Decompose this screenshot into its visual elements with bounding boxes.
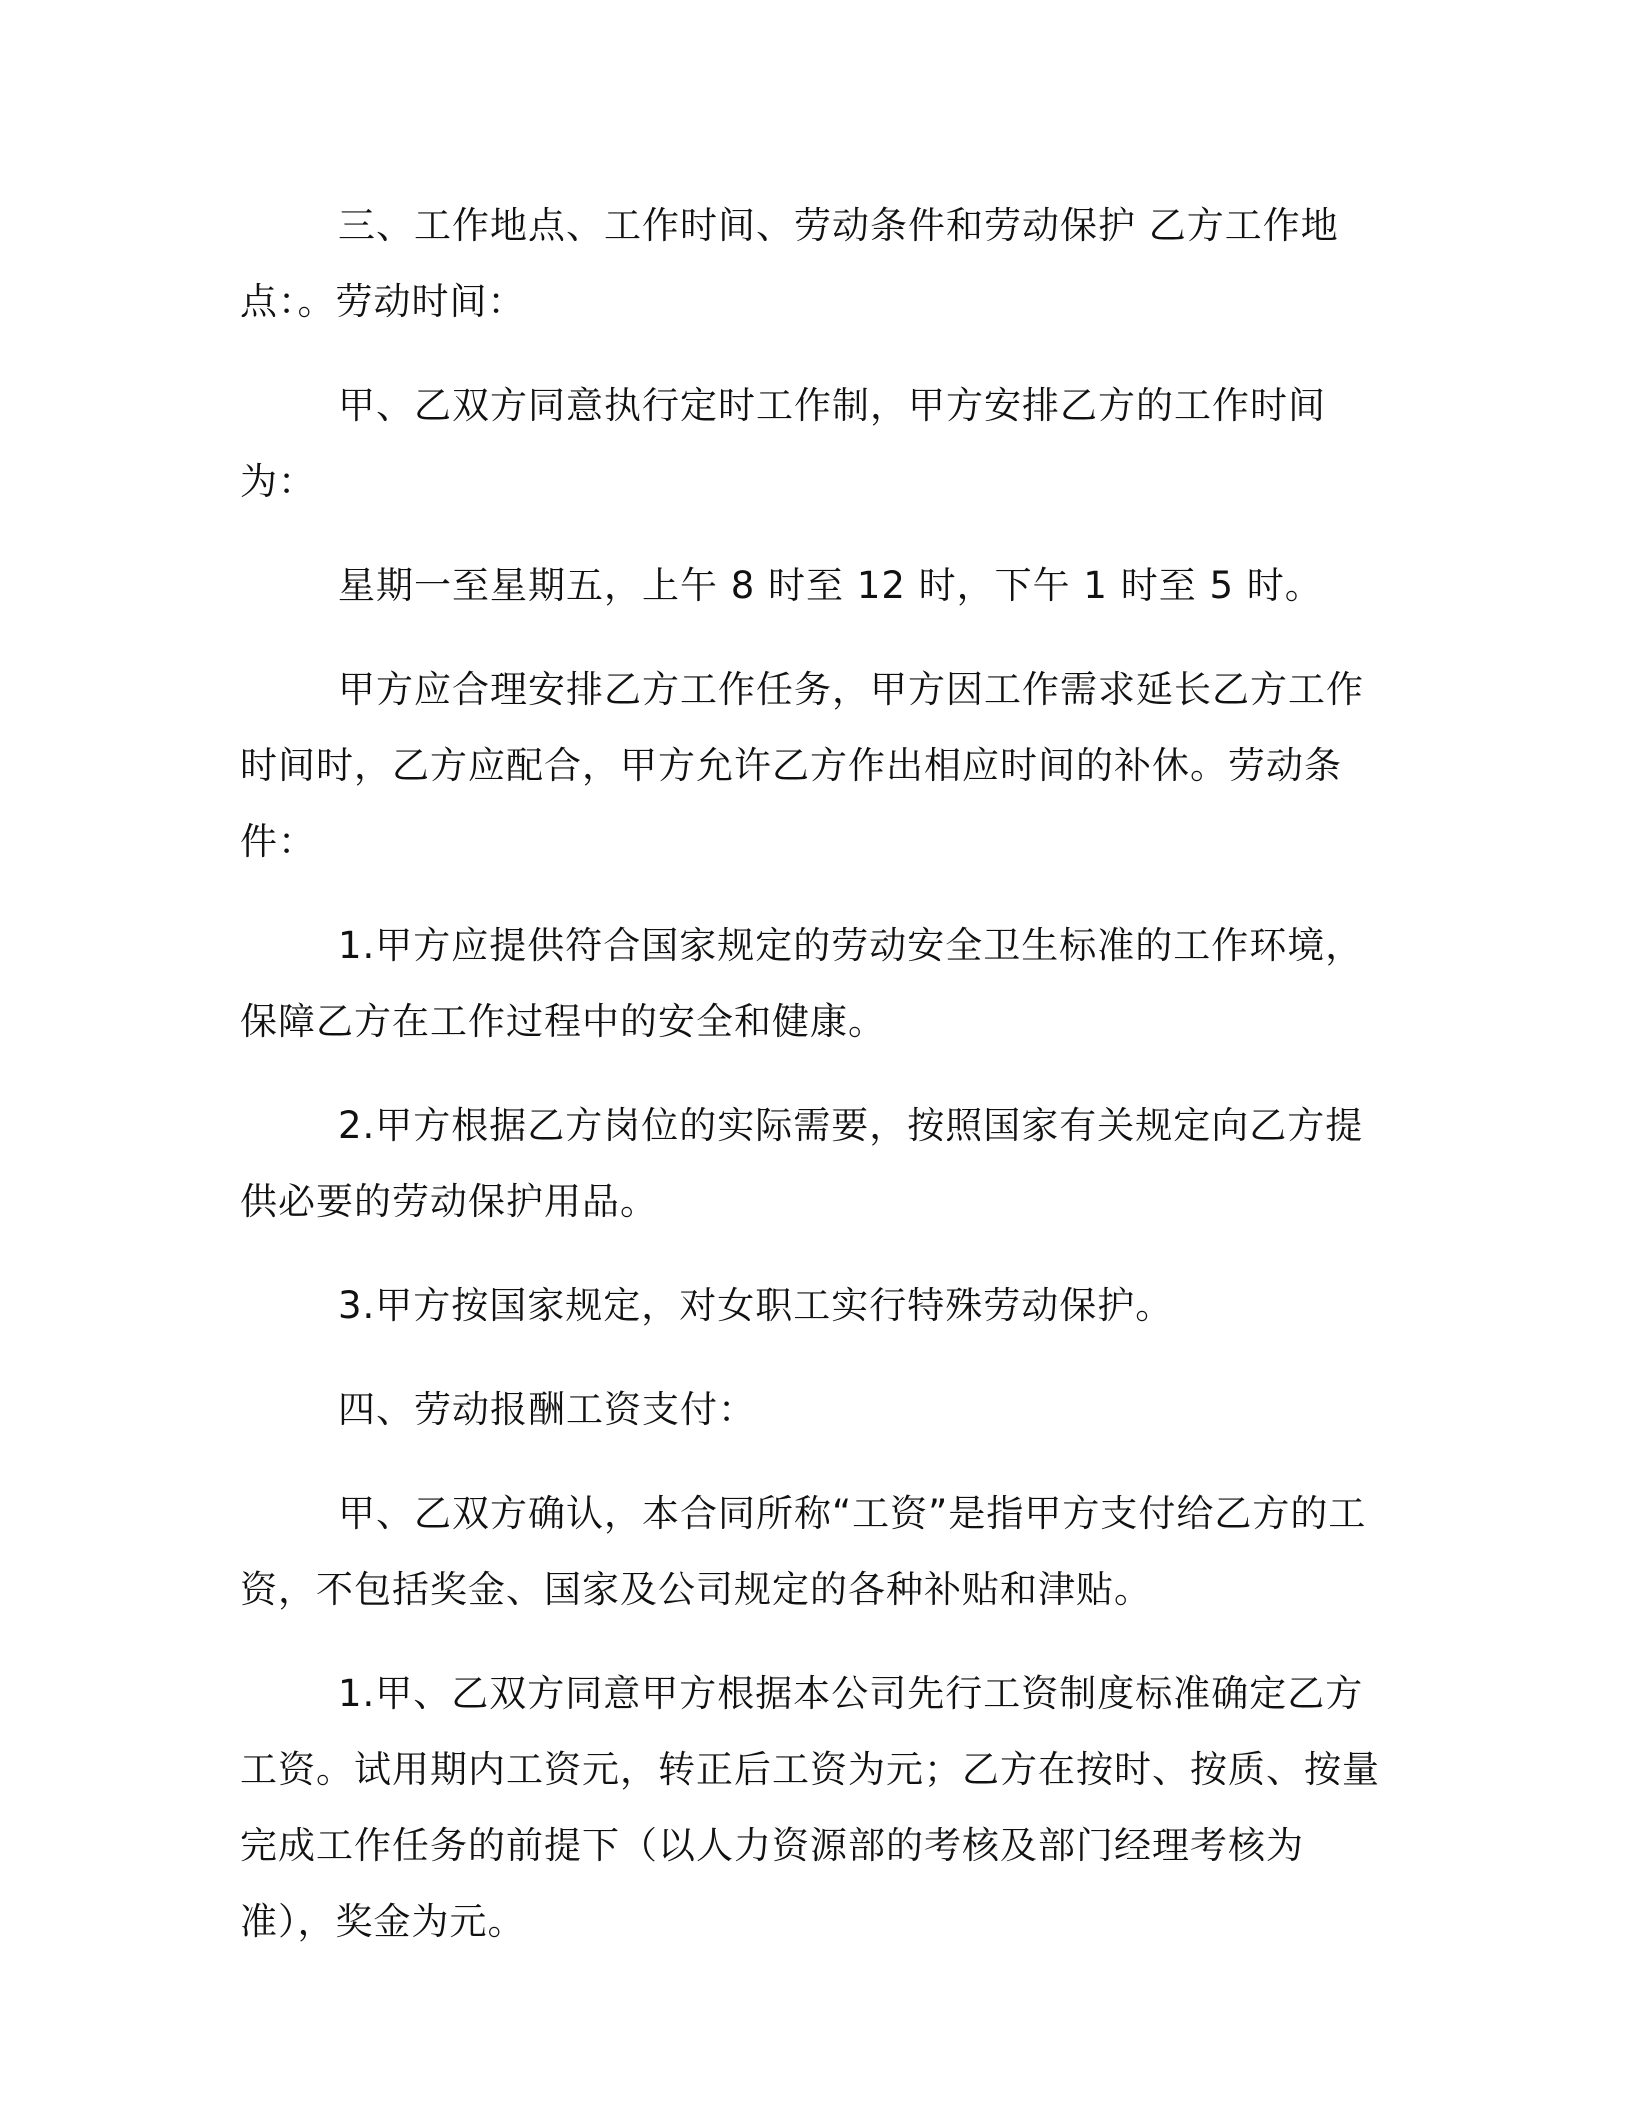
paragraph-weekly-schedule: 星期一至星期五，上午 8 时至 12 时，下午 1 时至 5 时。 xyxy=(338,564,1323,607)
paragraph-section-three-heading: 三、工作地点、工作时间、劳动条件和劳动保护 乙方工作地点：。劳动时间： xyxy=(240,204,1339,323)
paragraph-fixed-hours: 甲、乙双方同意执行定时工作制，甲方安排乙方的工作时间为： xyxy=(240,384,1326,503)
paragraph-section-four-heading: 四、劳动报酬工资支付： xyxy=(338,1388,756,1431)
paragraph-condition-1: 1.甲方应提供符合国家规定的劳动安全卫生标准的工作环境，保障乙方在工作过程中的安全和健康。 xyxy=(240,924,1364,1043)
document-body xyxy=(240,188,1390,1960)
paragraph-overtime: 甲方应合理安排乙方工作任务，甲方因工作需求延长乙方工作时间时，乙方应配合，甲方允许乙方作出相应时间的补休。劳动条件： xyxy=(240,668,1364,863)
paragraph-condition-3: 3.甲方按国家规定，对女职工实行特殊劳动保护。 xyxy=(338,1284,1174,1327)
paragraph-wage-definition: 甲、乙双方确认，本合同所称“工资”是指甲方支付给乙方的工资，不包括奖金、国家及公司规定的各种补贴和津贴。 xyxy=(240,1492,1367,1611)
paragraph-condition-2: 2.甲方根据乙方岗位的实际需要，按照国家有关规定向乙方提供必要的劳动保护用品。 xyxy=(240,1104,1364,1223)
paragraph-wage-standard: 1.甲、乙双方同意甲方根据本公司先行工资制度标准确定乙方工资。试用期内工资元，转正后工资为元；乙方在按时、按质、按量完成工作任务的前提下（以人力资源部的考核及部门经理考核为准），奖金为元。 xyxy=(240,1672,1380,1943)
